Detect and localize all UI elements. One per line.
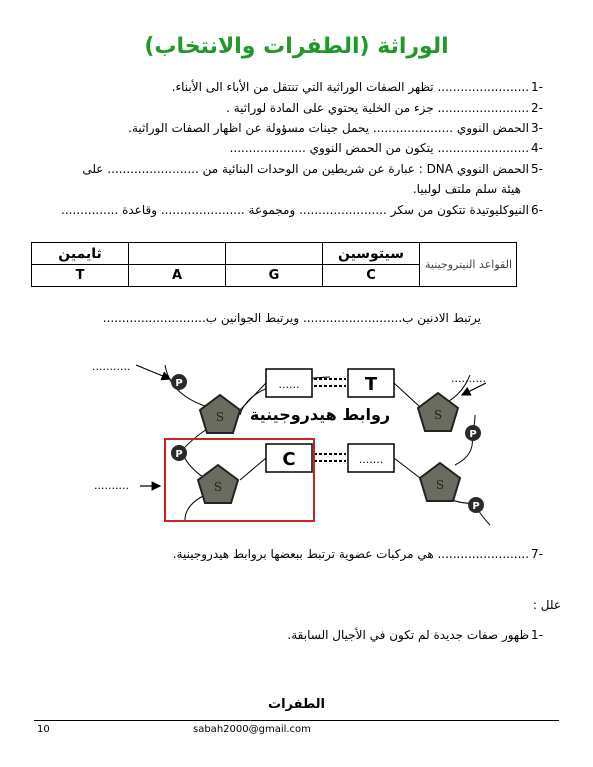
phosphate-label: P (469, 429, 477, 440)
question-4: -4........................ يتكون من الحمض النووي .................... (229, 141, 543, 155)
blank-right: .......... (451, 372, 486, 385)
question-3: -3الحمض النووي ..................... يحمل جينات مسؤولة عن اظهار الصفات الوراثية. (128, 121, 543, 135)
phosphate-label: P (175, 449, 183, 460)
base-name-g (226, 243, 323, 265)
backbone-line (165, 365, 208, 407)
backbone-line (185, 495, 205, 520)
blank-left-bottom: .......... (94, 479, 129, 492)
question-5: -5الحمض النووي DNA : عبارة عن شريطين من الوحدات البنائية من ........................ على (82, 162, 543, 176)
bases-table (31, 242, 517, 287)
sugar-label: S (213, 480, 223, 494)
question-2: -2........................ جزء من الخلية يحتوي على المادة لوراثية . (226, 101, 543, 115)
base-box-t-text: T (364, 374, 378, 395)
blank-left-top: ........... (92, 360, 131, 373)
question-5-continued: هيئة سلم ملتف لولبيا. (412, 182, 521, 196)
base-letter-c: C (323, 265, 420, 287)
question-7: -7........................ هي مركبات عضوية ترتبط ببعضها بروابط هيدروجينية. (172, 547, 543, 561)
question-1: -1........................ تظهر الصفات الوراثية التي تنتقل من الأباء الى الأبناء. (171, 80, 543, 94)
footer-title: الطفرات (268, 697, 325, 712)
base-box-blank-text: ...... (278, 378, 300, 391)
base-letter-a: A (129, 265, 226, 287)
backbone-line (478, 510, 490, 525)
explain-item-1: -1ظهور صفات جديدة لم تكون في الأجيال السابقة. (287, 628, 543, 642)
base-letter-t: T (32, 265, 129, 287)
explain-label: علل : (532, 598, 561, 612)
page-number: 10 (37, 724, 50, 735)
question-6: -6النيوكليوتيدة تتكون من سكر ....................... ومجموعة ...................... وقاعدة ............... (61, 203, 543, 217)
phosphate-label: P (472, 501, 480, 512)
base-letter-g: G (226, 265, 323, 287)
base-name-t: ثايمين (32, 243, 129, 265)
footer-divider (34, 720, 559, 721)
page-title: الوراثة (الطفرات والانتخاب) (144, 34, 449, 59)
base-name-c: سيتوسين (323, 243, 420, 265)
bases-label: القواعد النيتروجينية (420, 243, 517, 287)
hydrogen-bonds-label: روابط هيدروجينية (249, 405, 391, 424)
sugar-label: S (435, 478, 445, 492)
phosphate-label: P (175, 378, 183, 389)
linking-sentence: يرتبط الادنين ب.......................... ويرتبط الجوانين ب........................... (102, 311, 481, 325)
base-box-c-text: C (282, 449, 296, 470)
sugar-label: S (215, 410, 225, 424)
base-box-blank-text: ....... (358, 453, 384, 466)
footer-email: sabah2000@gmail.com (193, 724, 311, 735)
backbone-line (455, 437, 472, 465)
base-name-a (129, 243, 226, 265)
dna-diagram (90, 355, 510, 535)
sugar-label: S (433, 408, 443, 422)
